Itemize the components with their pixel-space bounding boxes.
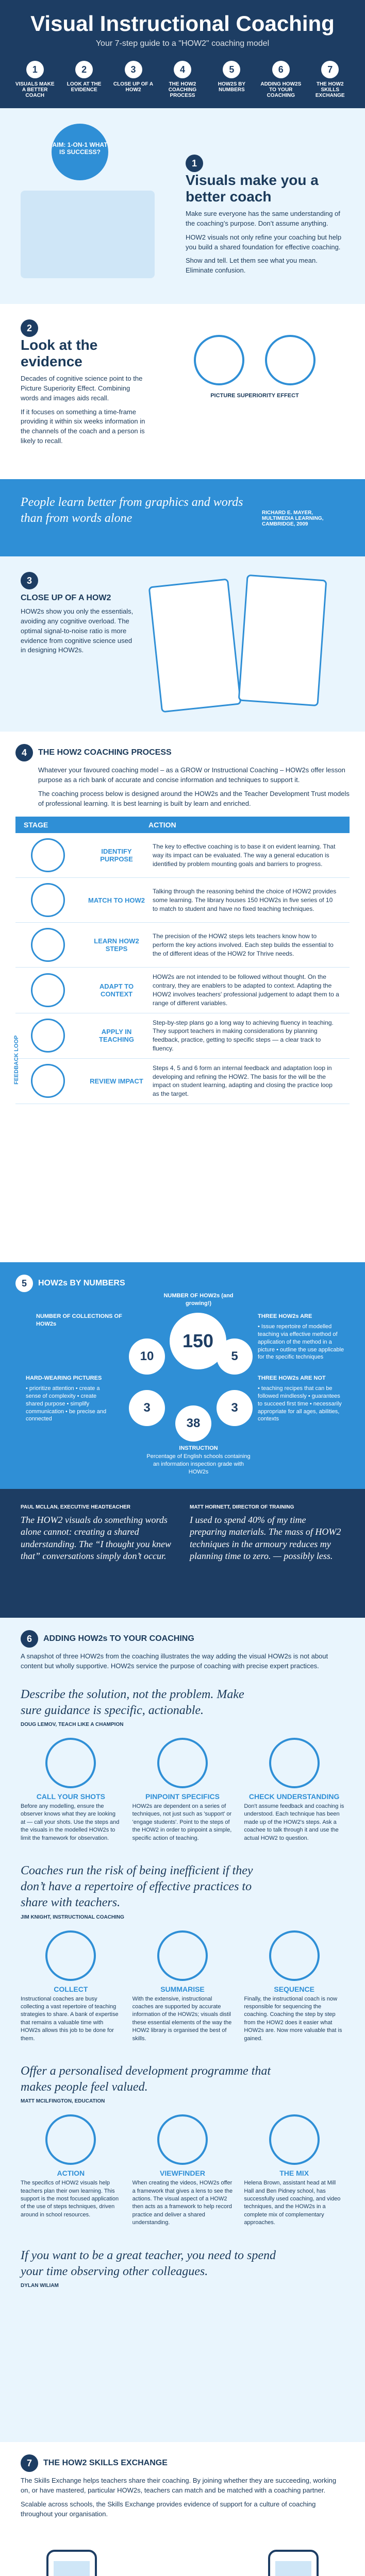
stage-row: IDENTIFY PURPOSE The key to effective coaching is to base it on evident learning. That way its impact can be evaluated. The way a general education is identified by problem mounting goals and barriers to progress.: [15, 833, 350, 878]
section-7-p2: Scalable across schools, the Skills Exchange provides evidence of support for a culture of coaching throughout your organisation.: [21, 2500, 316, 2518]
feedback-loop-label: FEEDBACK LOOP: [13, 1036, 20, 1085]
trio-1: CALL YOUR SHOTS Before any modelling, ensure the observer knows what they are looking at — call your shots. Use the steps and the visuals in the modelled HOW2s to limit the framework for observation. PINPOINT SPECIFICS HOW2s are dependent on a series of techniques, not just such as 'support' or 'engage students'. Point to the steps of the HOW2 in order to pinpoint a simple, specific action of teaching. CHECK UNDERSTANDING Don't assume feedback and coaching is understood. Each technique has been made up of the HOW2's steps. Ask a coachee to talk through it and use the actual HOW2 to question.: [21, 1738, 344, 1842]
section-5: [0, 1262, 365, 1489]
phone: [46, 2550, 97, 2576]
number-percent: 38: [175, 1405, 211, 1442]
trio-2: COLLECT Instructional coaches are busy collecting a vast repertoire of teaching strategies to share. A bank of expertise that remains a valuable time with HOW2s allows this job to be done for them. SUMMARISE With the extensive, instructional coaches are supported by accurate information of the HOW2s; visuals distil these essential elements of the way the HOW2 library is organised the best of skills. SEQUENCE Finally, the instructional coach is now responsible for sequencing the coaching. Coaching the step by step from the HOW2 does it easier what HOW2s are. Now more valuable that is gained.: [21, 1930, 344, 2043]
quote2-text: I used to spend 40% of my time preparing materials. The mass of HOW2 techniques in the armoury reduces my planning time to zero. — possibly less.: [190, 1515, 341, 1562]
section-1-title: Visuals make you a better coach: [186, 172, 319, 205]
coach-illustration: [21, 191, 155, 278]
evidence-caption: PICTURE SUPERIORITY EFFECT: [210, 393, 299, 399]
section-1: [0, 108, 365, 304]
section-1-p1: Make sure everyone has the same understanding of the coaching’s purpose. Don’t assume anything.: [186, 210, 340, 227]
step-nav-1[interactable]: 1 VISUALS MAKE A BETTER COACH: [14, 61, 56, 98]
collect-icon: [45, 1930, 96, 1981]
check-icon: [269, 1738, 320, 1788]
step-number-3: 3: [21, 572, 38, 589]
step-nav-7[interactable]: 7 THE HOW2 SKILLS EXCHANGE: [309, 61, 351, 98]
section-4: [0, 732, 365, 1262]
stage-row: APPLY IN TEACHING Step-by-step plans go a long way to achieving fluency in teaching. They support teachers in making considerations by planning feedback, practice, getting to specific steps — a clear track to fluency.: [15, 1013, 350, 1059]
step-number-5: 5: [15, 1275, 33, 1292]
section-6-intro: A snapshot of three HOW2s from the coaching illustrates the way adding the visual HOW2s is not about content but wholly supportive. HOW2s service the purpose of coaching with precise expert practices.: [21, 1652, 328, 1670]
section-3-p1: HOW2s show you only the essentials, avoiding any cognitive overload. The optimal signal-to-noise ratio is more evidence from cognitive science used in designing HOW2s.: [21, 607, 134, 654]
action-icon: [45, 2114, 96, 2165]
head-icon: [265, 335, 316, 385]
step-nav-5[interactable]: 5 HOW2S BY NUMBERS: [210, 61, 253, 98]
hard-text: • prioritize attention • create a sense of complexity • create shared purpose • simplify communication • be precise and connected: [26, 1385, 107, 1422]
step-number-6: 6: [21, 1630, 38, 1648]
quote1-cite: PAUL MCLLAN, EXECUTIVE HEADTEACHER: [21, 1504, 130, 1510]
quote-text: People learn better from graphics and words than from words alone: [21, 496, 243, 526]
series-label: NUMBER OF COLLECTIONS OF HOW2s: [36, 1313, 122, 1327]
section-4-intro2: The coaching process below is designed around the HOW2s and the Teacher Development Trust models of professional learning. It is best learning is built by learn and enriched.: [38, 789, 350, 807]
number-three: 3: [217, 1390, 253, 1426]
sequence-icon: [269, 1930, 320, 1981]
personalised-quote: Offer a personalised development programme that makes people feel valued.: [21, 2064, 271, 2094]
number-hard: 3: [129, 1390, 165, 1426]
repertoire-cite: JIM KNIGHT, INSTRUCTIONAL COACHING: [21, 1914, 124, 1920]
step-nav-6[interactable]: 6 ADDING HOW2S TO YOUR COACHING: [260, 61, 302, 98]
process-table-header: STAGE ACTION: [15, 817, 350, 833]
page-title: Visual Instructional Coaching: [30, 11, 335, 36]
step-number-7: 7: [21, 2454, 38, 2472]
section-4-intro1: Whatever your favoured coaching model – as a GROW or Instructional Coaching – HOW2s offer lesson purpose as a rich bank of accurate and concise information and techniques to support it.: [38, 766, 345, 784]
summarise-icon: [157, 1930, 208, 1981]
step-number-2: 2: [21, 319, 38, 337]
observe-quote: If you want to be a great teacher, you need to spend your time observing other colleagues.: [21, 2248, 276, 2278]
section-3-title: CLOSE UP OF A HOW2: [21, 594, 111, 602]
observe-cite: DYLAN WILIAM: [21, 2283, 59, 2289]
stage-row: REVIEW IMPACT Steps 4, 5 and 6 form an internal feedback and adaptation loop in developing and refining the HOW2. The basis for the will be the impact on student learning, adapting and closing the practice loop as the target.: [15, 1059, 350, 1104]
stage-row: ADAPT TO CONTEXT HOW2s are not intended to be followed without thought. On the contrary, they are enablers to be adapted to context. Adapting the HOW2 involves teachers' professional judgement to adapt them to a range of different variables.: [15, 968, 350, 1013]
stage-row: LEARN HOW2 STEPS The precision of the HOW2 steps lets teachers know how to perform the key actions involved. Each step builds the essential to the of different ideas of the HOW2 for Thrive needs.: [15, 923, 350, 968]
section-1-p3: Show and tell. Let them see what you mean. Eliminate confusion.: [186, 257, 318, 275]
three-label: THREE HOW2s ARE NOT: [258, 1375, 326, 1381]
page-subtitle: Your 7-step guide to a "HOW2" coaching model: [95, 39, 270, 48]
match-icon: [31, 883, 65, 917]
quote2-cite: MATT HORNETT, DIRECTOR OF TRAINING: [190, 1504, 294, 1510]
section-7: [0, 2442, 365, 2576]
section-1-p2: HOW2 visuals not only refine your coaching but help you build a shared foundation for effective coaching.: [186, 233, 342, 251]
learn-icon: [31, 928, 65, 962]
mix-icon: [269, 2114, 320, 2165]
phone-icon: [45, 1738, 96, 1788]
apply-icon: [31, 1019, 65, 1053]
number-steps: 5: [217, 1338, 253, 1375]
section-7-p1: The Skills Exchange helps teachers share their coaching. By joining whether they are succeeding, working on, or have mastered, particular HOW2s, teachers can match and be matched with a coaching partner.: [21, 2477, 337, 2494]
hard-label: HARD-WEARING PICTURES: [26, 1375, 102, 1381]
section-4-title: THE HOW2 COACHING PROCESS: [38, 748, 172, 757]
how2-card: [148, 579, 242, 713]
step-nav-2[interactable]: 2 LOOK AT THE EVIDENCE: [63, 61, 105, 98]
steps-text: • Issue repertoire of modelled teaching via effective method of application of the method in a picture • outline the use applicable for the specific techniques: [258, 1324, 344, 1361]
pct-label: INSTRUCTION: [179, 1445, 218, 1451]
number-series: 10: [129, 1338, 165, 1375]
pct-text: Percentage of English schools containing an information inspection grade with HOW2s: [146, 1453, 251, 1475]
section-5-title: HOW2s BY NUMBERS: [38, 1279, 125, 1287]
quote-banner-1: [0, 479, 365, 556]
section-2-title: Look at the evidence: [21, 337, 98, 369]
viewfinder-icon: [157, 2114, 208, 2165]
section-6: [0, 1618, 365, 2442]
repertoire-quote: Coaches run the risk of being inefficient if they don’t have a repertoire of effective practices to share with teachers.: [21, 1864, 253, 1910]
quote-cite: RICHARD E. MAYER, MULTIMEDIA LEARNING, CAMBRIDGE, 2009: [262, 510, 324, 527]
phone: [268, 2550, 319, 2576]
number-how2s: 150: [170, 1313, 226, 1369]
adapt-icon: [31, 973, 65, 1007]
section-3: [0, 556, 365, 732]
three-text: • teaching recipes that can be followed mindlessly • guarantees to succeed first time • necessarily appropriate for all ages, abilities, contexts: [258, 1385, 342, 1422]
head-icon: [194, 335, 244, 385]
personalised-cite: MATT MCILFINGTON, EDUCATION: [21, 2098, 105, 2105]
header: [0, 0, 365, 108]
number-label: NUMBER OF HOW2s (and growing!): [163, 1293, 234, 1307]
section-7-title: THE HOW2 SKILLS EXCHANGE: [43, 2459, 168, 2467]
steps-label: THREE HOW2s ARE: [258, 1313, 312, 1319]
how2-card: [238, 574, 327, 706]
step-number-1: 1: [186, 155, 203, 172]
section-6-title: ADDING HOW2s TO YOUR COACHING: [43, 1634, 194, 1643]
section-2-p1: Decades of cognitive science point to the Picture Superiority Effect. Combining words and images aids recall.: [21, 375, 143, 402]
step-nav-3[interactable]: 3 CLOSE UP OF A HOW2: [112, 61, 155, 98]
quote1-text: The HOW2 visuals do something words alone cannot: creating a shared understanding. The “I thought you knew that” conversations simply don’t occur.: [21, 1515, 171, 1562]
step-nav-4[interactable]: 4 THE HOW2 COACHING PROCESS: [161, 61, 204, 98]
guidance-cite: DOUG LEMOV, TEACH LIKE A CHAMPION: [21, 1722, 124, 1728]
section-2: [0, 304, 365, 479]
purpose-icon: [31, 838, 65, 872]
step-number-4: 4: [15, 744, 33, 761]
section-2-p2: If it focuses on something a time-frame providing it within six weeks information in the channels of the coach and a person is likely to recall.: [21, 408, 145, 445]
target-icon: [157, 1738, 208, 1788]
step-nav: [10, 61, 355, 98]
guidance-quote: Describe the solution, not the problem. Make sure guidance is specific, actionable.: [21, 1687, 244, 1717]
skills-exchange-network: [21, 2529, 344, 2576]
stage-row: MATCH TO HOW2 Talking through the reasoning behind the choice of HOW2 provides some learning. The library houses 150 HOW2s in five series of 10 to match to student and have no fixed teaching techniques.: [15, 878, 350, 923]
aim-badge: AIM: 1-ON-1 WHAT IS SUCCESS?: [52, 124, 108, 180]
quotes-block: [0, 1489, 365, 1618]
trio-3: ACTION The specifics of HOW2 visuals help teachers plan their own learning. This support is the most focused application of the use of steps techniques, driven around in school resources. VIEWFINDER When creating the videos, HOW2s offer a framework that gives a lens to see the actions. The visual aspect of a HOW2 then acts as a framework to help record practice and deliver a shared understanding. THE MIX Helena Brown, assistant head at Mill Hall and Ben Pidney school, has successfully used coaching, and video techniques, and the HOW2s in a complete mix of complementary approaches.: [21, 2114, 344, 2227]
review-icon: [31, 1064, 65, 1098]
